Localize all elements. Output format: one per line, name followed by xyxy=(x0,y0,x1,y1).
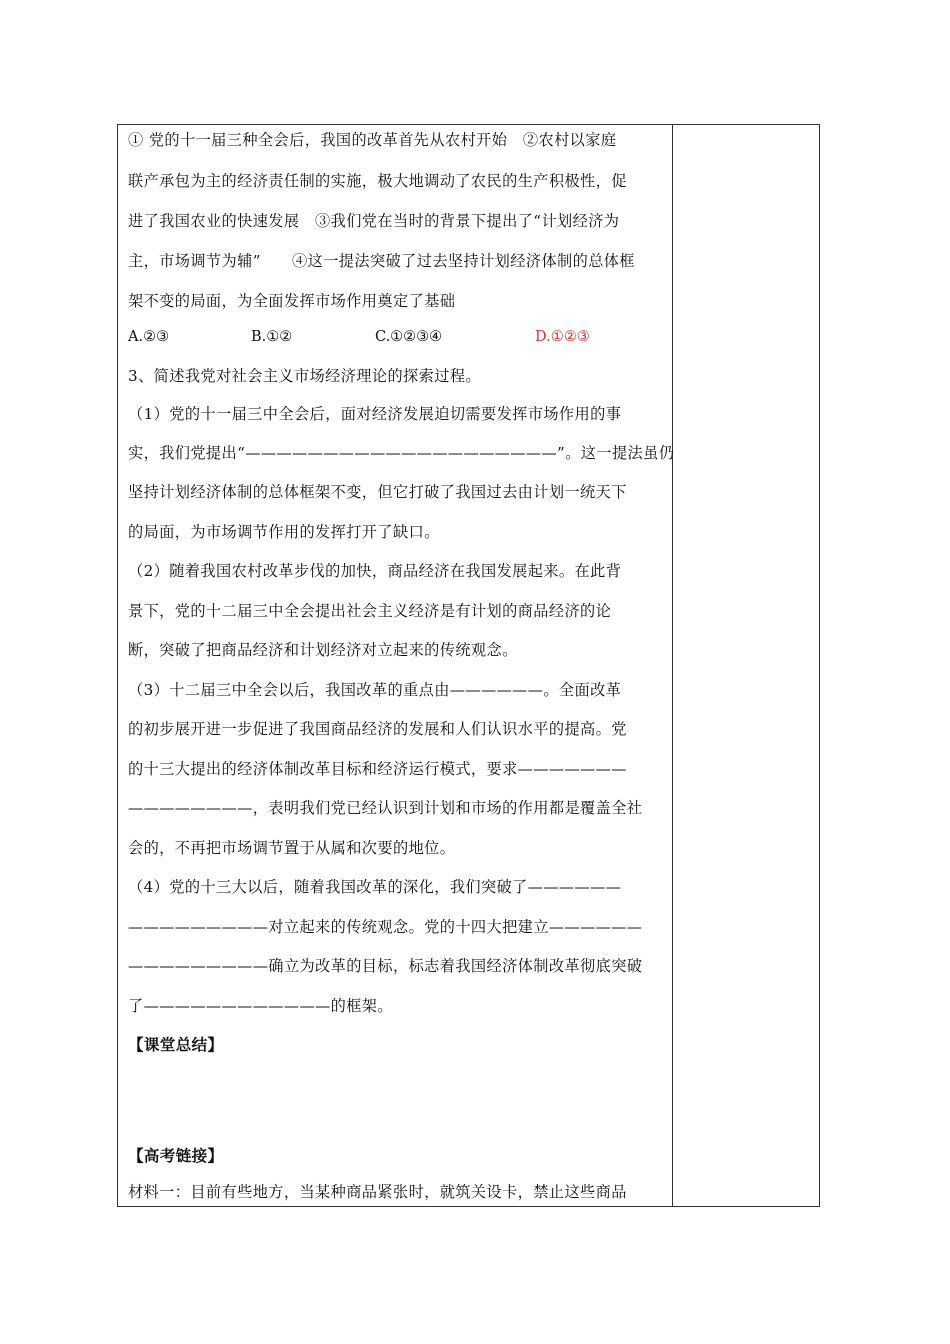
q2-line-4: 主，市场调节为辅” ④这一提法突破了过去坚持计划经济体制的总体框 xyxy=(128,252,635,270)
q3-line-12: 会的，不再把市场调节置于从属和次要的地位。 xyxy=(128,839,456,857)
material-line-1: 材料一：目前有些地方，当某种商品紧张时，就筑关设卡，禁止这些商品 xyxy=(128,1183,627,1201)
q3-line-4: 的局面，为市场调节作用的发挥打开了缺口。 xyxy=(128,523,440,541)
q2-line-1: ① 党的十一届三种全会后，我国的改革首先从农村开始 ②农村以家庭 xyxy=(128,131,617,149)
summary-heading: 【课堂总结】 xyxy=(128,1035,224,1054)
q3-line-6: 景下，党的十二届三中全会提出社会主义经济是有计划的商品经济的论 xyxy=(128,602,612,620)
q2-line-3: 进了我国农业的快速发展 ③我们党在当时的背景下提出了“计划经济为 xyxy=(128,212,620,230)
q2-line-5: 架不变的局面，为全面发挥市场作用奠定了基础 xyxy=(128,292,456,310)
column-divider xyxy=(672,124,673,1207)
q3-line-13: （4）党的十三大以后，随着我国改革的深化，我们突破了—————— xyxy=(128,878,622,896)
q3-line-7: 断，突破了把商品经济和计划经济对立起来的传统观念。 xyxy=(128,641,518,659)
q3-line-1: （1）党的十一届三中全会后，面对经济发展迫切需要发挥市场作用的事 xyxy=(128,405,622,423)
q3-title: 3、简述我党对社会主义市场经济理论的探索过程。 xyxy=(128,367,481,385)
q3-line-8: （3）十二届三中全会以后，我国改革的重点由——————。全面改革 xyxy=(128,681,622,699)
exam-link-heading: 【高考链接】 xyxy=(128,1146,224,1165)
q3-line-9: 的初步展开进一步促进了我国商品经济的发展和人们认识水平的提高。党 xyxy=(128,720,627,738)
q2-line-2: 联产承包为主的经济责任制的实施，极大地调动了农民的生产积极性，促 xyxy=(128,172,627,190)
q3-line-2: 实，我们党提出“————————————————————”。这一提法虽仍 xyxy=(128,444,675,462)
option-b: B.①② xyxy=(251,329,293,345)
q3-line-3: 坚持计划经济体制的总体框架不变，但它打破了我国过去由计划一统天下 xyxy=(128,483,627,501)
q3-line-16: 了————————————的框架。 xyxy=(128,997,393,1015)
q3-line-10: 的十三大提出的经济体制改革目标和经济运行模式，要求——————— xyxy=(128,760,627,778)
q3-line-14: —————————对立起来的传统观念。党的十四大把建立—————— xyxy=(128,918,643,936)
q3-line-11: ————————，表明我们党已经认识到计划和市场的作用都是覆盖全社 xyxy=(128,799,643,817)
q3-line-5: （2）随着我国农村改革步伐的加快，商品经济在我国发展起来。在此背 xyxy=(128,562,622,580)
option-d-answer: D.①②③ xyxy=(535,329,590,345)
q3-line-15: —————————确立为改革的目标，标志着我国经济体制改革彻底突破 xyxy=(128,957,643,975)
option-a: A.②③ xyxy=(128,329,170,345)
option-c: C.①②③④ xyxy=(375,329,443,345)
